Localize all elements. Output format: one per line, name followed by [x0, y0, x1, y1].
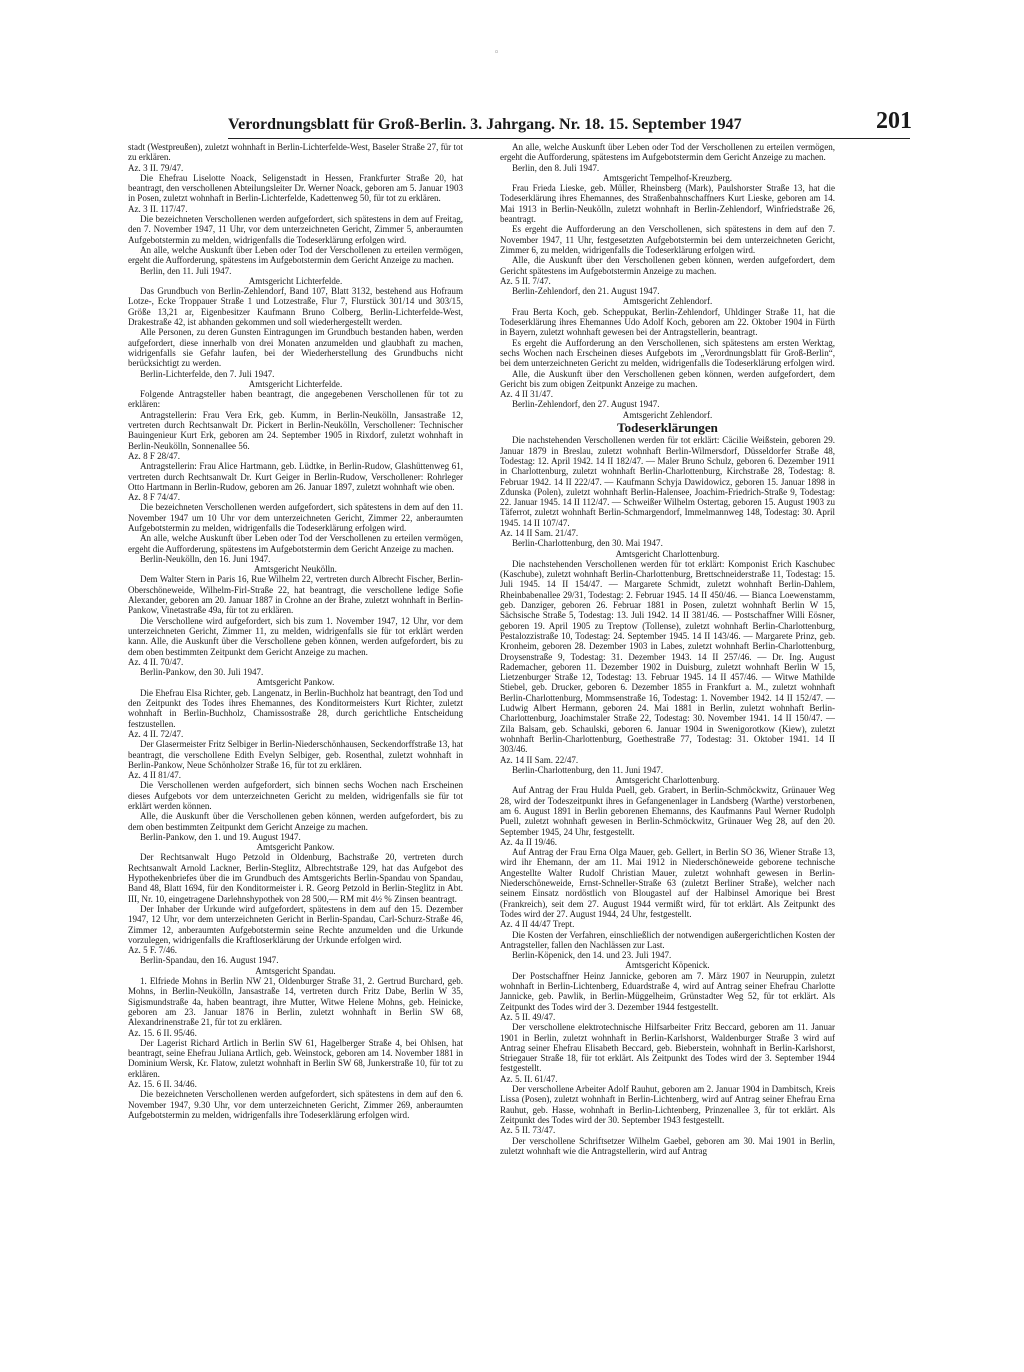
- file-reference: Az. 3 II. 117/47.: [128, 203, 188, 214]
- file-reference: Az. 5. II. 61/47.: [500, 1073, 558, 1084]
- file-reference: Az. 5 II. 7/47.: [500, 275, 551, 286]
- paragraph: Berlin-Spandau, den 16. August 1947.: [140, 955, 279, 966]
- paragraph: Auf Antrag der Frau Hulda Puell, geb. Grabert, in Berlin-Schmöckwitz, Grünauer Weg 28, wird der Todeszeitpunkt ihres in Gefangenenlager in Landsberg (Warthe) verstorbenen, am 6. August 1891 in Berlin geborenen Ehemanns, des Kaufmanns Paul Werner Rudolph Puell, zuletzt wohnhaft gewesen in Berlin-Schmöckwitz, Grünauer Weg 28, auf den 20. September 1945, 24 Uhr, festgestellt.: [500, 785, 835, 837]
- court-signature: Amtsgericht Charlottenburg.: [615, 548, 720, 559]
- paragraph: Frau Berta Koch, geb. Scheppukat, Berlin-Zehlendorf, Uhldinger Straße 11, hat die Todeserklärung ihres Ehemannes Udo Adolf Koch, geboren am 22. Oktober 1904 in Fürth in Bayern, zuletzt wohnhaft gewesen bei der Antragstellerin, beantragt.: [500, 306, 835, 338]
- court-signature: Amtsgericht Neukölln.: [254, 564, 337, 575]
- paragraph: Die bezeichneten Verschollenen werden aufgefordert, sich spätestens in dem auf Freitag, den 7. November 1947, 11 Uhr, vor dem unterzeichneten Gericht, Zimmer 5, anberaumten Aufgebotstermin zu melden, widrigenfalls die Todeserklärung erfolgen wird.: [128, 214, 463, 245]
- file-reference: Az. 4 II. 70/47.: [128, 656, 184, 667]
- paragraph: Der verschollene elektrotechnische Hilfsarbeiter Fritz Beccard, geboren am 11. Januar 1901 in Berlin, zuletzt wohnhaft in Berlin-Karlshorst, Waldenburger Straße 3 wird auf Antrag seiner Ehefrau Elisabeth Beccard, geb. Bieberstein, wohnhaft in Berlin-Karlshorst, Striegauer Straße 18, für tot erklärt. Als Zeitpunkt des Todes wird der 3. September 1944 festgestellt.: [500, 1022, 835, 1074]
- paragraph: Berlin-Köpenick, den 14. und 23. Juli 1947.: [512, 950, 672, 961]
- paragraph: Es ergeht die Aufforderung an den Verschollenen, sich spätestens am ersten Werktag, sechs Wochen nach Erscheinen dieses Aufgebots im „Verordnungsblatt für Groß-Berlin“, bei dem unterzeichneten Gericht zu melden, widrigenfalls die Todeserklärung erfolgen wird.: [500, 337, 835, 369]
- file-reference: Az. 14 II Sam. 21/47.: [500, 527, 579, 538]
- file-reference: Az. 4 II 44/47 Trept.: [500, 919, 575, 930]
- running-header: [228, 112, 888, 136]
- paragraph: An alle, welche Auskunft über Leben oder Tod der Verschollenen zu erteilen vermögen, ergeht die Aufforderung, spätestens im Aufgebotstermin dem Gericht Anzeige zu machen.: [128, 244, 463, 266]
- paragraph: Alle, die Auskunft über den Verschollenen geben können, werden aufgefordert, dem Gericht bis zum obigen Zeitpunkt Anzeige zu machen.: [500, 368, 835, 389]
- court-signature: Amtsgericht Lichterfelde.: [248, 378, 343, 389]
- paragraph: Die nachstehenden Verschollenen werden für tot erklärt: Komponist Erich Kaschubec (Kaschube), zuletzt wohnhaft Berlin-Charlottenburg, Brettschneiderstraße 11, Todestag: 15. Juli 1945. 14 II 154/47. — Margarete Schmidt, zuletzt wohnhaft Berlin-Dahlem, Rheinbabenallee 29/31, Todestag: 2. Februar 1945. 14 II 450/46. — Bianca Loewenstamm, geb. Danziger, geboren 26. Februar 1881 in Posen, zuletzt wohnhaft Berlin W 15, Sächsische Straße 5, Todestag: 13. Juli 1942. 14 II 381/46. — Postschaffner Willi Eösner, geboren 19. April 1905 zu Treptow (Tollense), zuletzt wohnhaft Berlin-Charlottenburg, Pestalozzistraße 10, Todestag: 24. September 1945. 14 II 143/46. — Margarete Prinz, geb. Kronheim, geboren 28. Dezember 1903 in Labes, zuletzt wohnhaft Berlin-Charlottenburg, Droysenstraße 9, Todestag: 31. Dezember 1943. 14 II 257/46. — Dr. Ing. August Rademacher, geboren 11. Dezember 1902 in Duisburg, zuletzt wohnhaft Berlin W 15, Lietzenburger Straße 12, Todestag: 13. Februar 1945. 14 II 457/46. — Witwe Mathilde Stiebel, geb. Drucker, geboren 6. Dezember 1855 in Frankfurt a. M., zuletzt wohnhaft Berlin-Charlottenburg, Mommsenstraße 16, Todestag: 1. November 1942. 14 II 152/47. — Ludwig Albert Hermann, geboren 24. Mai 1881 in Berlin, zuletzt wohnhaft Berlin-Charlottenburg, Joachimstaler Straße 22, Todestag: 30. November 1941. 14 II 150/47. — Zila Balsam, geb. Schaulski, geboren 6. Januar 1904 in Swenigorotkow (Kiew), zuletzt wohnhaft Berlin-Charlottenburg, Goethestraße 77, Todestag: 31. Oktober 1941. 14 II 303/46.: [500, 558, 835, 755]
- paragraph: Der Inhaber der Urkunde wird aufgefordert, spätestens in dem auf den 15. Dezember 1947, 12 Uhr, vor dem unterzeichneten Gericht in Berlin-Spandau, Carl-Schurz-Straße 46, Zimmer 12, anberaumten Aufgebotstermin seine Rechte anzumelden und die Urkunde vorzulegen, widrigenfalls die Kraftloserklärung der Urkunde erfolgen wird.: [128, 903, 463, 945]
- right-column: [500, 142, 835, 1370]
- paragraph: Berlin-Lichterfelde, den 7. Juli 1947.: [140, 368, 275, 379]
- file-reference: Az. 14 II Sam. 22/47.: [500, 754, 579, 765]
- court-signature: Amtsgericht Zehlendorf.: [622, 409, 713, 420]
- file-reference: Az. 5 II. 49/47.: [500, 1011, 556, 1022]
- file-reference: Az. 8 F 74/47.: [128, 492, 181, 503]
- paragraph: Auf Antrag der Frau Erna Olga Mauer, geb. Gellert, in Berlin SO 36, Wiener Straße 13, wird ihr Ehemann, der am 11. Mai 1912 in Niederschöneweide geborene technische Angestellte Walter Rudolf Christian Mauer, zuletzt wohnhaft gewesen in Berlin-Niederschöneweide, Ernst-Schneller-Straße 63 (zuletzt Berliner Straße), welcher nach seinem Einsatz nordöstlich von Blougastel auf der Halbinsel Amorique bei Brest (Frankreich), seit dem 27. August 1944 vermißt wird, für tot erklärt. Als Zeitpunkt des Todes wird der 27. August 1944, 24 Uhr, festgestellt.: [500, 847, 835, 919]
- file-reference: Az. 15. 6 II. 95/46.: [128, 1027, 197, 1038]
- file-reference: Az. 4 II 31/47.: [500, 389, 554, 400]
- paragraph: Berlin-Charlottenburg, den 30. Mai 1947.: [512, 538, 663, 549]
- paragraph: An alle, welche Auskunft über Leben oder Tod der Verschollenen zu erteilen vermögen, ergeht die Aufforderung, spätestens im Aufgebotstermin dem Gericht Anzeige zu machen.: [500, 142, 835, 163]
- left-column: [128, 142, 463, 1370]
- header-title: Verordnungsblatt für Groß-Berlin. 3. Jahrgang. Nr. 18. 15. September 1947: [228, 116, 742, 133]
- file-reference: Az. 4 II. 72/47.: [128, 728, 184, 739]
- file-reference: Az. 8 F 28/47.: [128, 450, 181, 461]
- file-reference: Az. 4 II 81/47.: [128, 770, 182, 781]
- section-heading: Todeserklärungen: [617, 420, 718, 436]
- file-reference: Az. 4a II 19/46.: [500, 836, 558, 847]
- file-reference: Az. 15. 6 II. 34/46.: [128, 1079, 197, 1090]
- paragraph: Die Kosten der Verfahren, einschließlich der notwendigen außergerichtlichen Kosten der Antragsteller, fallen den Nachlässen zur Last.: [500, 929, 835, 950]
- paragraph: Frau Frieda Lieske, geb. Müller, Rheinsberg (Mark), Paulshorster Straße 13, hat die Todeserklärung ihres Ehemannes, des Straßenbahnschaffners Kurt Lieske, geboren am 14. Mai 1913 in Berlin-Neukölln, zuletzt wohnhaft in Berlin-Zehlendorf, Winfriedstraße 26, beantragt.: [500, 183, 835, 225]
- court-signature: Amtsgericht Pankow.: [256, 842, 335, 853]
- paragraph: Berlin-Charlottenburg, den 11. Juni 1947.: [512, 764, 664, 775]
- paragraph: Das Grundbuch von Berlin-Zehlendorf, Band 107, Blatt 3132, bestehend aus Hofraum Lotze-, Ecke Troppauer Straße 1 und Lotzestraße, Flur 7, Flurstück 301/14 und 303/15, Größe 13,21 ar, Eigenbesitzer Kaufmann Bruno Colberg, Berlin-Lichterfelde-West, Drakestraße 42, ist abhanden gekommen und soll wiederhergestellt werden.: [128, 286, 463, 328]
- paragraph: An alle, welche Auskunft über Leben oder Tod der Verschollenen zu erteilen vermögen, ergeht die Aufforderung, spätestens im Aufgebotstermin dem Gericht Anzeige zu machen.: [128, 533, 463, 554]
- paragraph: Berlin-Zehlendorf, den 27. August 1947.: [512, 399, 660, 410]
- court-signature: Amtsgericht Tempelhof-Kreuzberg.: [602, 172, 733, 183]
- paragraph: Folgende Antragsteller haben beantragt, die angegebenen Verschollenen für tot zu erklären:: [128, 389, 463, 410]
- paragraph: Die Verschollene wird aufgefordert, sich bis zum 1. November 1947, 12 Uhr, vor dem unterzeichneten Gericht, Zimmer 11, zu melden, widrigenfalls sie für tot erklärt werden kann. Alle, die Auskunft über die Verschollene geben können, werden aufgefordert, bis zu dem oben bestimmten Zeitpunkt dem Gericht Anzeige zu machen.: [128, 615, 463, 657]
- paragraph: 1. Elfriede Mohns in Berlin NW 21, Oldenburger Straße 31, 2. Gertrud Burchard, geb. Mohns, in Berlin-Neukölln, Jansastraße 14, vertreten durch Fritz Dabe, Berlin W 35, Sigismundstraße 4a, haben beantragt, ihre Mutter, Witwe Helene Mohns, geb. Heinicke, geboren am 23. Januar 1876 in Berlin, zuletzt wohnhaft in Berlin SW 68, Alexandrinenstraße 21, für tot zu erklären.: [128, 976, 463, 1028]
- file-reference: Az. 5 F. 7/46.: [128, 945, 178, 956]
- paragraph: Der verschollene Schriftsetzer Wilhelm Gaebel, geboren am 30. Mai 1901 in Berlin, zuletzt wohnhaft wie die Antragstellerin, wird auf Antrag: [500, 1135, 835, 1156]
- page-number: 201: [876, 108, 912, 134]
- court-signature: Amtsgericht Charlottenburg.: [615, 775, 720, 786]
- paragraph: Antragstellerin: Frau Vera Erk, geb. Kumm, in Berlin-Neukölln, Jansastraße 12, vertreten durch Rechtsanwalt Dr. Pickert in Berlin-Neukölln, Verschollener: Technischer Bauingenieur Kurt Erk, geboren am 24. September 1905 in Rixdorf, zuletzt wohnhaft in Berlin-Neukölln, Sonnenallee 56.: [128, 409, 463, 451]
- paragraph: Die bezeichneten Verschollenen werden aufgefordert, sich spätestens in dem auf den 11. November 1947 um 10 Uhr vor dem unterzeichneten Gericht, Zimmer 22, anberaumten Aufgebotstermin zu melden, widrigenfalls die Todeserklärung erfolgen wird.: [128, 502, 463, 533]
- paragraph: Es ergeht die Aufforderung an den Verschollenen, sich spätestens in dem auf den 7. November 1947, 11 Uhr, festgesetzten Aufgebotstermin bei dem unterzeichneten Gericht, Zimmer 6, zu melden, widrigenfalls die Todeserklärung erfolgen wird.: [500, 224, 835, 255]
- court-signature: Amtsgericht Köpenick.: [625, 960, 710, 971]
- file-reference: Az. 3 II. 79/47.: [128, 162, 184, 173]
- paragraph: Der Postschaffner Heinz Jannicke, geboren am 7. März 1907 in Neuruppin, zuletzt wohnhaft in Berlin-Lichtenberg, Eduardstraße 4, wird auf Antrag seiner Ehefrau Charlotte Jannicke, geb. Pawlik, in Berlin-Müggelheim, Grünstadter Weg 52, für tot erklärt. Als Zeitpunkt des Todes wird der 3. Dezember 1944 festgestellt.: [500, 970, 835, 1012]
- paragraph: Die Ehefrau Elsa Richter, geb. Langenatz, in Berlin-Buchholz hat beantragt, den Tod und den Zeitpunkt des Todes ihres Ehemannes, des Konditormeisters Kurt Richter, zuletzt wohnhaft in Berlin-Buchholz, Chamissostraße 28, durch gerichtliche Entscheidung festzustellen.: [128, 687, 463, 729]
- court-signature: Amtsgericht Lichterfelde.: [248, 275, 343, 286]
- paragraph: Alle Personen, zu deren Gunsten Eintragungen im Grundbuch bestanden haben, werden aufgefordert, diese innerhalb von drei Monaten anzumelden und glaubhaft zu machen, widrigenfalls sie Gefahr laufen, bei der Wiederherstellung des Grundbuchs nicht berücksichtigt zu werden.: [128, 327, 463, 369]
- paragraph: Berlin, den 8. Juli 1947.: [512, 162, 600, 173]
- paragraph: Die nachstehenden Verschollenen werden für tot erklärt: Cäcilie Weißstein, geboren 29. Januar 1879 in Breslau, zuletzt wohnhaft Berlin-Wilmersdorf, Düsseldorfer Straße 48, Todestag: 12. April 1942. 14 II 182/47. — Maler Bruno Schulz, geboren 6. Dezember 1911 in Charlottenburg, zuletzt wohnhaft Berlin-Charlottenburg, Kirchstraße 28, Todestag: 8. Februar 1942. 14 II 222/47. — Kaufmann Schyja Dawidowicz, geboren 15. Januar 1898 in Zdunska (Polen), zuletzt wohnhaft Berlin-Halensee, Joachim-Friedrich-Straße 9, Todestag: 22. Januar 1945. 14 II 112/47. — Schweißer Wilhelm Ostertag, geboren 15. August 1903 zu Täferrot, zuletzt wohnhaft Berlin-Schmargendorf, Immelmannweg 148, Todestag: 30. April 1945. 14 II 107/47.: [500, 435, 835, 528]
- paragraph: Dem Walter Stern in Paris 16, Rue Wilhelm 22, vertreten durch Albrecht Fischer, Berlin-Oberschöneweide, Wilhelm-Firl-Straße 22, hat beantragt, die verschollene ledige Sofie Alexander, geboren am 20. Januar 1887 in Crohne an der Brahe, zuletzt wohnhaft in Berlin-Pankow, Vinetastraße 49a, für tot zu erklären.: [128, 574, 463, 616]
- paragraph: Berlin-Neukölln, den 16. Juni 1947.: [140, 553, 271, 564]
- court-signature: Amtsgericht Pankow.: [256, 677, 335, 688]
- paragraph: Die bezeichneten Verschollenen werden aufgefordert, sich spätestens in dem auf den 6. November 1947, 9.30 Uhr, vor dem unterzeichneten Gericht, Zimmer 269, anberaumten Aufgebotstermin zu melden, widrigenfalls ihre Todeserklärung erfolgen wird.: [128, 1089, 463, 1120]
- file-reference: Az. 5 II. 73/47.: [500, 1125, 556, 1136]
- paragraph: Der Rechtsanwalt Hugo Petzold in Oldenburg, Bachstraße 20, vertreten durch Rechtsanwalt Arnold Lackner, Berlin-Steglitz, Albrechtstraße 129, hat das Aufgebot des Hypothekenbriefes über die im Grundbuch des Amtsgerichts Berlin-Spandau von Spandau, Band 48, Blatt 1694, für den Konditormeister i. R. Georg Petzold in Berlin-Steglitz in Abt. III, Nr. 10, eingetragene Darlehnshypothek von 28 500,— RM mit 4½ % Zinsen beantragt.: [128, 852, 463, 904]
- paragraph: Der Glasermeister Fritz Selbiger in Berlin-Niederschönhausen, Seckendorffstraße 13, hat beantragt, die verschollene Edith Evelyn Selbiger, geb. Rosenthal, zuletzt wohnhaft in Berlin-Pankow, Neue Schönholzer Straße 16, für tot zu erklären.: [128, 739, 463, 770]
- paragraph: Berlin-Zehlendorf, den 21. August 1947.: [512, 286, 660, 297]
- paragraph: Alle, die Auskunft über den Verschollenen geben können, werden aufgefordert, dem Gericht spätestens im Aufgebotstermin Anzeige zu machen.: [500, 255, 835, 276]
- court-signature: Amtsgericht Zehlendorf.: [622, 296, 713, 307]
- header-rule: [228, 138, 910, 139]
- scan-speck-icon: ◦: [494, 48, 500, 58]
- paragraph: Berlin-Pankow, den 30. Juli 1947.: [140, 667, 264, 678]
- paragraph: Alle, die Auskunft über die Verschollenen geben können, werden aufgefordert, bis zu dem oben bestimmten Zeitpunkt dem Gericht Anzeige zu machen.: [128, 811, 463, 832]
- court-signature: Amtsgericht Spandau.: [255, 965, 336, 976]
- paragraph: Berlin, den 11. Juli 1947.: [140, 265, 232, 276]
- paragraph: Die Verschollenen werden aufgefordert, sich binnen sechs Wochen nach Erscheinen dieses Aufgebots vor dem unterzeichneten Gericht zu melden, widrigenfalls sie für tot erklärt werden können.: [128, 780, 463, 811]
- paragraph: Der Lagerist Richard Artlich in Berlin SW 61, Hagelberger Straße 4, bei Ohlsen, hat beantragt, seine Ehefrau Juliana Artlich, geb. Weinstock, geboren am 14. November 1881 in Dominium Wersk, Kr. Flatow, zuletzt wohnhaft in Berlin SW 68, Junkerstraße 10, für tot zu erklären.: [128, 1037, 463, 1079]
- paragraph: stadt (Westpreußen), zuletzt wohnhaft in Berlin-Lichterfelde-West, Baseler Straße 27, für tot zu erklären.: [128, 142, 463, 163]
- paragraph: Der verschollene Arbeiter Adolf Rauhut, geboren am 2. Januar 1904 in Dambitsch, Kreis Lissa (Posen), zuletzt wohnhaft in Berlin-Lichtenberg, wird auf Antrag seiner Ehefrau Erna Rauhut, geb. Hasse, wohnhaft in Berlin-Lichtenberg, Prinzenallee 3, für tot erklärt. Als Zeitpunkt des Todes wird der 30. September 1943 festgestellt.: [500, 1084, 835, 1125]
- paragraph: Berlin-Pankow, den 1. und 19. August 1947.: [140, 831, 301, 842]
- paragraph: Die Ehefrau Liselotte Noack, Seligenstadt in Hessen, Frankfurter Straße 20, hat beantragt, den verschollenen Abteilungsleiter Dr. Werner Noack, geboren am 5. Januar 1903 in Posen, zuletzt wohnhaft in Berlin-Lichterfelde, Kadettenweg 50, für tot zu erklären.: [128, 172, 463, 204]
- paragraph: Antragstellerin: Frau Alice Hartmann, geb. Lüdtke, in Berlin-Rudow, Glashüttenweg 61, vertreten durch Rechtsanwalt Dr. Kurt Geiger in Berlin-Rudow, Verschollener: Rohrleger Otto Hartmann in Berlin-Rudow, geboren am 26. Januar 1897, zuletzt wohnhaft wie oben.: [128, 461, 463, 492]
